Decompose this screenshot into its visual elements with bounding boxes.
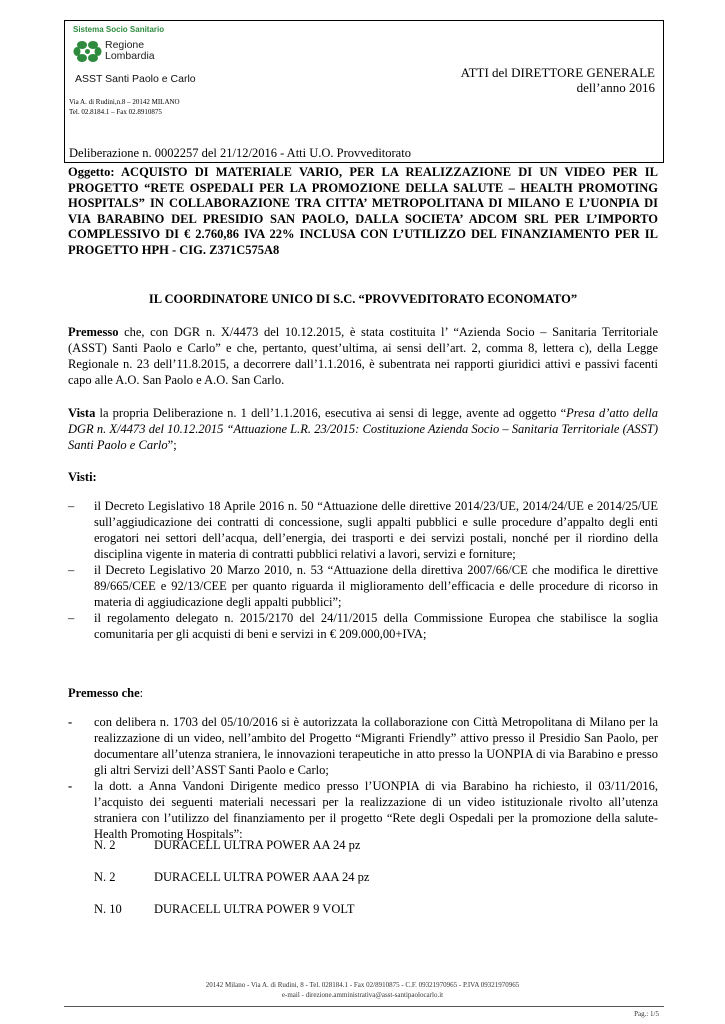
list-item: – il regolamento delegato n. 2015/2170 del 24/11/2015 della Commissione Europea che stabilisce la soglia comunitaria per gli acquisti di beni e servizi in € 209.000,00+IVA; (68, 611, 658, 641)
logo (71, 25, 271, 95)
logo-asst-name: ASST Santi Paolo e Carlo (75, 73, 196, 85)
subject-paragraph: Oggetto: ACQUISTO DI MATERIALE VARIO, PER LA REALIZZAZIONE DI UN VIDEO PER IL PROGETTO “RETE OSPEDALI PER LA PROMOZIONE DELLA SALUTE – HEALTH PROMOTING HOSPITALS” IN COLLABORAZIONE TRA CITTA’ METROPOLITANA DI MILANO E L’UONPIA DI VIA BARABINO DEL PRESIDIO SAN PAOLO, DALLA SOCIETA’ ADCOM SRL PER L’IMPORTO COMPLESSIVO DI € 2.760,86 IVA 22% INCLUSA CON L’UTILIZZO DEL FINANZIAMENTO PER IL PROGETTO HPH - CIG. Z371C575A8 (68, 165, 658, 257)
list-item: - la dott. a Anna Vandoni Dirigente medico presso l’UONPIA di via Barabino ha richiesto, il 03/11/2016, l’acquisto dei seguenti materiali necessari per la realizzazione di un video istituzionale rivolto all’utenza straniera con l’utilizzo del finanziamento per il progetto “Rete degli Ospedali per la promozione della salute- Health Promoting Hospitals”: (68, 779, 658, 841)
dash-bullet: - (68, 779, 73, 793)
premesso-paragraph: Premesso che, con DGR n. X/4473 del 10.12.2015, è stata costituita l’ “Azienda Socio – Sanitaria Territoriale (ASST) Santi Paolo e Carlo” e che, pertanto, quest’ultima, ai sensi dell’art. 2, comma 8, lettera c), della Legge Regionale n. 23 dell’11.8.2015, a decorrere dall’1.1.2016, è subentrata nei rapporti giuridici attivi e passivi facenti capo alle A.O. San Paolo e A.O. San Carlo. (68, 325, 658, 387)
material-line: N. 10 DURACELL ULTRA POWER 9 VOLT (94, 902, 355, 916)
premesso-che-heading: Premesso che: (68, 686, 144, 700)
regione-lombardia-rose-icon (73, 38, 103, 66)
logo-system-label: Sistema Socio Sanitario (73, 25, 165, 34)
page-number: Pag.: 1/5 (634, 1010, 659, 1018)
list-item: – il Decreto Legislativo 20 Marzo 2010, n. 53 “Attuazione della direttiva 2007/66/CE che modifica le direttive 89/665/CEE e 92/13/CEE per quanto riguarda il miglioramento dell’efficacia e delle procedure di ricorso in materia di aggiudicazione degli appalti pubblici”; (68, 563, 658, 609)
dash-bullet: – (68, 499, 75, 513)
dash-bullet: – (68, 563, 75, 577)
list-item: - con delibera n. 1703 del 05/10/2016 si è autorizzata la collaborazione con Città Metropolitana di Milano per la realizzazione di un video, nell’ambito del Progetto “Migranti Friendly” attivo presso il Presidio San Paolo, per documentare all’utenza straniera, le innovazioni terapeutiche in atto presso la UONPIA di via Barabino e presso gli altri Servizi dell’ASST Santi Paolo e Carlo; (68, 715, 658, 777)
letterhead-box (64, 20, 664, 163)
list-item: – il Decreto Legislativo 18 Aprile 2016 n. 50 “Attuazione delle direttive 2014/23/UE, 2014/24/UE e 2014/25/UE sull’aggiudicazione dei contratti di concessione, sugli appalti pubblici e sulle procedure d’appalto degli enti erogatori nei settori dell’acqua, dell’energia, dei trasporti e dei servizi postali, nonché per il riordino della disciplina vigente in materia di contratti pubblici relativi a lavori, servizi e forniture; (68, 499, 658, 561)
dash-bullet: – (68, 611, 75, 625)
material-line: N. 2 DURACELL ULTRA POWER AA 24 pz (94, 838, 361, 852)
footer-divider (64, 1006, 664, 1007)
visti-heading: Visti: (68, 470, 97, 484)
page-footer: 20142 Milano - Via A. di Rudini, 8 - Tel. 028184.1 - Fax 02/8910875 - C.F. 09321970965 - P.IVA 09321970965 e-mail - direzione.amministrativa@asst-santipaolocarlo.it (205, 981, 520, 999)
material-line: N. 2 DURACELL ULTRA POWER AAA 24 pz (94, 870, 370, 884)
visti-list (68, 498, 658, 642)
acts-title: ATTI del DIRETTORE GENERALE dell’anno 2016 (460, 65, 655, 95)
logo-region-name: Regione Lombardia (105, 39, 155, 62)
coordinator-heading: IL COORDINATORE UNICO DI S.C. “PROVVEDITORATO ECONOMATO” (148, 292, 578, 306)
dash-bullet: - (68, 715, 73, 729)
vista-paragraph: Vista la propria Deliberazione n. 1 dell’1.1.2016, esecutiva ai sensi di legge, avente ad oggetto “Presa d’atto della DGR n. X/4473 del 10.12.2015 “Attuazione L.R. 23/2015: Costituzione Azienda Socio – Sanitaria Territoriale (ASST) Santi Paolo e Carlo”; (68, 406, 658, 452)
premesso-che-list (68, 714, 658, 842)
letterhead-address: Via A. di Rudini,n.8 – 20142 MILANO Tel. 02.8184.1 – Fax 02.8910875 (69, 98, 180, 116)
deliberation-number: Deliberazione n. 0002257 del 21/12/2016 - Atti U.O. Provveditorato (69, 146, 411, 160)
